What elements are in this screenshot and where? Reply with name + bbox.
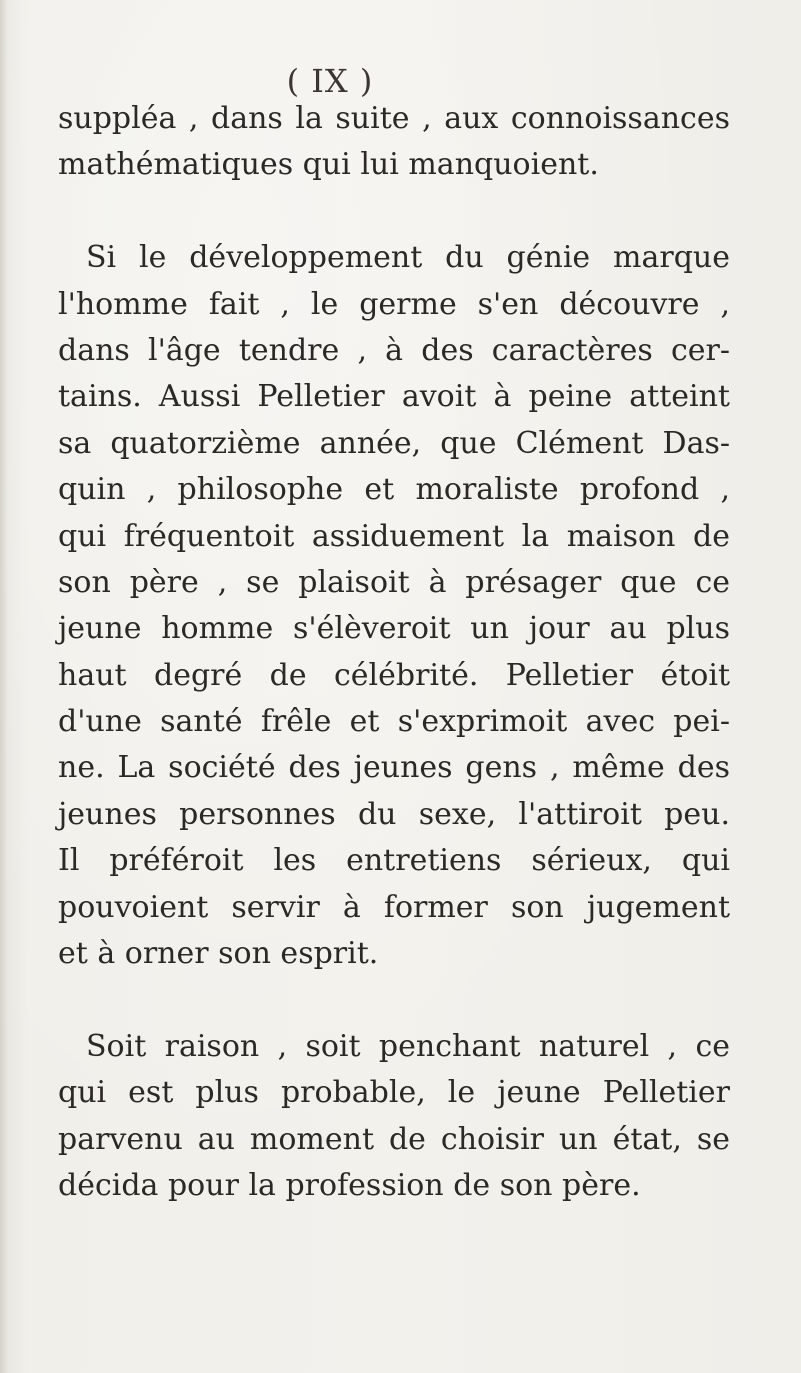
text-line: d'une santé frêle et s'exprimoit avec pei- (58, 704, 730, 740)
text-line: son père , se plaisoit à présager que ce (58, 564, 730, 600)
text-line: qui est plus probable, le jeune Pelletier (58, 1075, 730, 1111)
text-line: l'homme fait , le germe s'en découvre , (58, 286, 730, 322)
page-number: ( IX ) (286, 62, 374, 100)
paragraph-break (58, 977, 730, 1023)
text-line: tains. Aussi Pelletier avoit à peine atteint (58, 379, 730, 415)
text-line: quin , philosophe et moraliste profond , (58, 472, 730, 508)
page-binding-edge (0, 0, 8, 1373)
paragraph-break (58, 189, 730, 235)
text-line: qui fréquentoit assiduement la maison de (58, 518, 730, 554)
text-line: dans l'âge tendre , à des caractères cer- (58, 332, 730, 368)
text-line: Soit raison , soit penchant naturel , ce (86, 1028, 730, 1064)
text-line: Si le développement du génie marque (86, 240, 730, 276)
text-line: parvenu au moment de choisir un état, se (58, 1121, 730, 1157)
text-line: suppléa , dans la suite , aux connoissances (58, 101, 730, 136)
text-line: sa quatorzième année, que Clément Das- (58, 425, 730, 461)
text-line: jeune homme s'élèveroit un jour au plus (58, 611, 730, 647)
text-line: et à orner son esprit. (58, 936, 379, 972)
text-line: haut degré de célébrité. Pelletier étoit (58, 657, 730, 693)
text-line: mathématiques qui lui manquoient. (58, 147, 599, 183)
text-line: pouvoient servir à former son jugement (58, 889, 730, 925)
text-line: jeunes personnes du sexe, l'attiroit peu. (58, 796, 730, 832)
text-line: décida pour la profession de son père. (58, 1167, 641, 1203)
text-line: Il préféroit les entretiens sérieux, qui (58, 843, 730, 879)
body-text (58, 96, 730, 1209)
text-line: ne. La société des jeunes gens , même des (58, 750, 730, 786)
